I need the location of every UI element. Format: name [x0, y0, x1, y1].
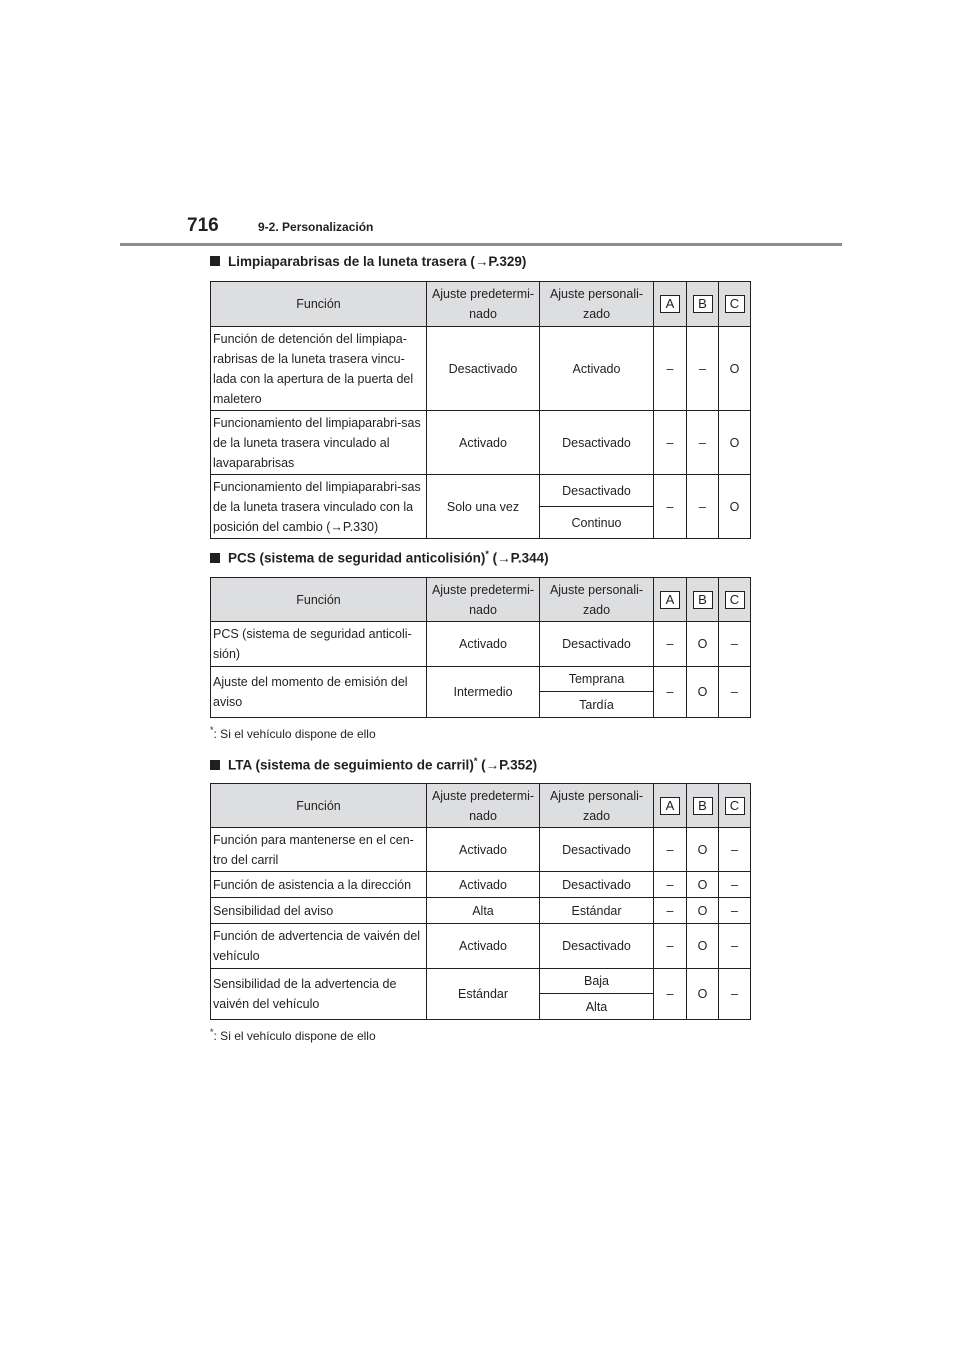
- cell-c: –: [719, 898, 751, 924]
- cell-personalizado: Desactivado: [540, 828, 654, 872]
- cell-c: –: [719, 969, 751, 1020]
- cell-predeterminado: Activado: [427, 411, 540, 475]
- cell-a: –: [654, 924, 687, 969]
- badge-b: B: [693, 591, 713, 609]
- badge-a: A: [660, 591, 680, 609]
- cell-personalizado: Desactivado: [540, 475, 654, 507]
- cell-personalizado: Desactivado: [540, 411, 654, 475]
- section2-heading: [210, 549, 549, 566]
- header-predeterminado: Ajuste predetermi-nado: [427, 578, 540, 622]
- cell-a: –: [654, 667, 687, 718]
- cell-predeterminado: Estándar: [427, 969, 540, 1020]
- cell-a: –: [654, 475, 687, 539]
- footnote-mark: *: [210, 725, 214, 735]
- header-personalizado: Ajuste personali-zado: [540, 578, 654, 622]
- header-a: [654, 784, 687, 828]
- cell-funcion: Función de asistencia a la dirección: [211, 872, 427, 898]
- cell-personalizado: Temprana: [540, 667, 654, 692]
- cell-personalizado: Desactivado: [540, 872, 654, 898]
- section1-table: [210, 281, 751, 539]
- cell-personalizado: Desactivado: [540, 924, 654, 969]
- badge-b: B: [693, 295, 713, 313]
- cell-c: –: [719, 924, 751, 969]
- cell-a: –: [654, 411, 687, 475]
- cell-predeterminado: Desactivado: [427, 327, 540, 411]
- cell-predeterminado: Activado: [427, 924, 540, 969]
- cell-a: –: [654, 828, 687, 872]
- table-row: [211, 969, 751, 994]
- cell-a: –: [654, 872, 687, 898]
- table-row: [211, 327, 751, 411]
- section2-title: PCS (sistema de seguridad anticolisión): [228, 550, 486, 566]
- cell-funcion: Función de advertencia de vaivén del vehículo: [211, 924, 427, 969]
- asterisk: *: [485, 549, 489, 559]
- badge-c: C: [725, 797, 745, 815]
- header-b: [687, 784, 719, 828]
- cell-a: –: [654, 327, 687, 411]
- table-row: [211, 667, 751, 692]
- cell-funcion: Función de detención del limpiapa-rabrisas de la luneta trasera vincu-lada con la apertura de la puerta del maletero: [211, 327, 427, 411]
- cell-c: –: [719, 872, 751, 898]
- cell-personalizado: Alta: [540, 994, 654, 1020]
- cell-personalizado: Tardía: [540, 692, 654, 718]
- cell-predeterminado: Solo una vez: [427, 475, 540, 539]
- cell-predeterminado: Activado: [427, 622, 540, 667]
- cell-funcion: Funcionamiento del limpiaparabri-sas de la luneta trasera vinculado con la posición del cambio (→P.330): [211, 475, 427, 539]
- section2-ref: (→P.344): [492, 550, 549, 566]
- header-c: [719, 784, 751, 828]
- cell-b: –: [687, 327, 719, 411]
- cell-b: O: [687, 828, 719, 872]
- table-row: [211, 924, 751, 969]
- section-label: 9-2. Personalización: [258, 220, 374, 234]
- section2-footnote: [210, 725, 376, 741]
- cell-c: –: [719, 622, 751, 667]
- square-bullet-icon: [210, 256, 220, 266]
- section3-ref: (→P.352): [481, 757, 538, 773]
- cell-b: O: [687, 924, 719, 969]
- section3-heading: [210, 756, 537, 773]
- header-b: [687, 578, 719, 622]
- header-c: [719, 282, 751, 327]
- cell-predeterminado: Activado: [427, 828, 540, 872]
- cell-c: O: [719, 327, 751, 411]
- cell-funcion: Funcionamiento del limpiaparabri-sas de la luneta trasera vinculado al lavaparabrisas: [211, 411, 427, 475]
- footnote-mark: *: [210, 1027, 214, 1037]
- cell-c: O: [719, 411, 751, 475]
- square-bullet-icon: [210, 760, 220, 770]
- cell-personalizado: Activado: [540, 327, 654, 411]
- cell-personalizado: Estándar: [540, 898, 654, 924]
- page-number: 716: [187, 215, 219, 236]
- cell-funcion: Sensibilidad de la advertencia de vaivén del vehículo: [211, 969, 427, 1020]
- footnote-text: : Si el vehículo dispone de ello: [213, 727, 376, 741]
- cell-b: –: [687, 411, 719, 475]
- header-funcion: Función: [211, 282, 427, 327]
- header-a: [654, 578, 687, 622]
- cell-b: O: [687, 872, 719, 898]
- cell-a: –: [654, 622, 687, 667]
- cell-funcion: Ajuste del momento de emisión del aviso: [211, 667, 427, 718]
- table-header-row: [211, 578, 751, 622]
- cell-personalizado: Continuo: [540, 507, 654, 539]
- header-personalizado: Ajuste personali-zado: [540, 282, 654, 327]
- header-personalizado: Ajuste personali-zado: [540, 784, 654, 828]
- header-funcion: Función: [211, 578, 427, 622]
- badge-c: C: [725, 295, 745, 313]
- cell-b: O: [687, 667, 719, 718]
- badge-c: C: [725, 591, 745, 609]
- cell-a: –: [654, 898, 687, 924]
- section1-heading: [210, 254, 526, 269]
- cell-c: –: [719, 828, 751, 872]
- badge-a: A: [660, 295, 680, 313]
- table-row: [211, 898, 751, 924]
- cell-c: –: [719, 667, 751, 718]
- cell-predeterminado: Alta: [427, 898, 540, 924]
- cell-b: –: [687, 475, 719, 539]
- header-funcion: Función: [211, 784, 427, 828]
- cell-predeterminado: Activado: [427, 872, 540, 898]
- cell-funcion: Sensibilidad del aviso: [211, 898, 427, 924]
- section2-table: [210, 577, 751, 718]
- table-row: [211, 828, 751, 872]
- asterisk: *: [473, 756, 478, 766]
- cell-funcion: Función para mantenerse en el cen-tro del carril: [211, 828, 427, 872]
- badge-a: A: [660, 797, 680, 815]
- section3-title: LTA (sistema de seguimiento de carril): [228, 757, 474, 773]
- table-header-row: [211, 282, 751, 327]
- table-row: [211, 411, 751, 475]
- table-row: [211, 622, 751, 667]
- cell-funcion: PCS (sistema de seguridad anticoli-sión): [211, 622, 427, 667]
- cell-b: O: [687, 969, 719, 1020]
- table-header-row: [211, 784, 751, 828]
- square-bullet-icon: [210, 553, 220, 563]
- table-row: [211, 475, 751, 507]
- header-a: [654, 282, 687, 327]
- section3-table: [210, 783, 751, 1020]
- header-divider: [120, 243, 842, 246]
- badge-b: B: [693, 797, 713, 815]
- cell-c: O: [719, 475, 751, 539]
- cell-predeterminado: Intermedio: [427, 667, 540, 718]
- cell-b: O: [687, 898, 719, 924]
- header-c: [719, 578, 751, 622]
- cell-personalizado: Baja: [540, 969, 654, 994]
- footnote-text: : Si el vehículo dispone de ello: [213, 1029, 376, 1043]
- section3-footnote: [210, 1027, 376, 1043]
- section1-title: Limpiaparabrisas de la luneta trasera (→P.329): [228, 254, 527, 269]
- cell-a: –: [654, 969, 687, 1020]
- table-row: [211, 872, 751, 898]
- header-predeterminado: Ajuste predetermi-nado: [427, 784, 540, 828]
- cell-b: O: [687, 622, 719, 667]
- header-b: [687, 282, 719, 327]
- cell-personalizado: Desactivado: [540, 622, 654, 667]
- header-predeterminado: Ajuste predetermi-nado: [427, 282, 540, 327]
